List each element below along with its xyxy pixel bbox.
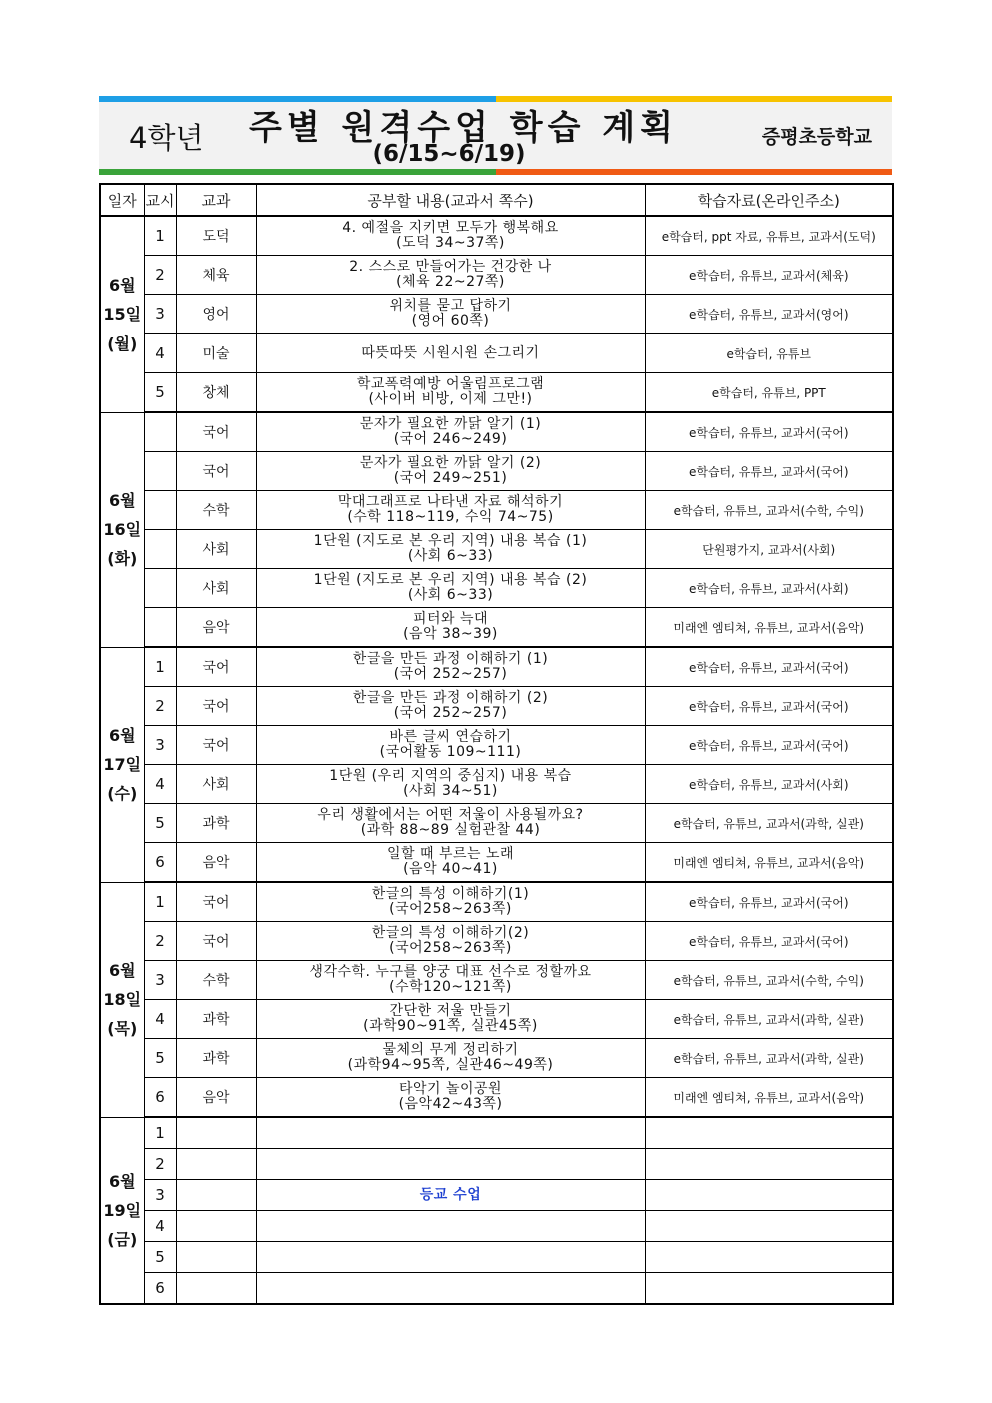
subject-cell: 영어 (176, 295, 256, 334)
table-row (100, 334, 893, 373)
table-row (100, 922, 893, 961)
period-cell: 3 (144, 726, 176, 765)
period-cell (144, 491, 176, 530)
resource-cell (645, 1242, 893, 1273)
header-period: 교시 (144, 184, 176, 216)
period-cell: 2 (144, 687, 176, 726)
period-cell: 3 (144, 295, 176, 334)
content-cell: 4. 예절을 지키면 모두가 행복해요 (도덕 34~37쪽) (256, 216, 645, 256)
content-cell: 막대그래프로 나타낸 자료 해석하기 (수학 118~119, 수익 74~75) (256, 491, 645, 530)
table-row (100, 1180, 893, 1211)
content-cell: 피터와 늑대 (음악 38~39) (256, 608, 645, 648)
content-cell: 바른 글씨 연습하기 (국어활동 109~111) (256, 726, 645, 765)
content-cell: 물체의 무게 정리하기 (과학94~95쪽, 실관46~49쪽) (256, 1039, 645, 1078)
subject-cell: 국어 (176, 882, 256, 922)
subject-cell: 미술 (176, 334, 256, 373)
table-row (100, 608, 893, 648)
period-cell: 6 (144, 843, 176, 883)
header-date: 일자 (100, 184, 144, 216)
table-row (100, 1149, 893, 1180)
content-cell: 학교폭력예방 어울림프로그램 (사이버 비방, 이제 그만!) (256, 373, 645, 413)
table-row (100, 569, 893, 608)
content-cell (256, 1149, 645, 1180)
resource-cell: e학습터, 유튜브, 교과서(국어) (645, 687, 893, 726)
period-cell (144, 452, 176, 491)
subject-cell: 국어 (176, 452, 256, 491)
resource-cell: 단원평가지, 교과서(사회) (645, 530, 893, 569)
subject-cell: 수학 (176, 961, 256, 1000)
content-cell: 2. 스스로 만들어가는 건강한 나 (체육 22~27쪽) (256, 256, 645, 295)
period-cell: 1 (144, 216, 176, 256)
content-cell: 간단한 저울 만들기 (과학90~91쪽, 실관45쪽) (256, 1000, 645, 1039)
subject-cell: 국어 (176, 647, 256, 687)
content-cell: 1단원 (우리 지역의 중심지) 내용 복습 (사회 34~51) (256, 765, 645, 804)
subject-cell: 도덕 (176, 216, 256, 256)
table-row (100, 843, 893, 883)
header-accent-bar (99, 169, 496, 175)
period-cell: 5 (144, 373, 176, 413)
period-cell: 4 (144, 1000, 176, 1039)
resource-cell: 미래엔 엠티쳐, 유튜브, 교과서(음악) (645, 1078, 893, 1118)
content-cell: 한글의 특성 이해하기(1) (국어258~263쪽) (256, 882, 645, 922)
period-cell (144, 412, 176, 452)
subject-cell (176, 1149, 256, 1180)
period-cell: 3 (144, 961, 176, 1000)
resource-cell: e학습터, 유튜브, 교과서(체육) (645, 256, 893, 295)
day-cell: 6월 17일 (수) (100, 647, 144, 882)
in-school-note: 등교 수업 (256, 1180, 645, 1211)
period-cell: 1 (144, 1117, 176, 1149)
content-cell: 생각수학. 누구를 양궁 대표 선수로 정할까요 (수학120~121쪽) (256, 961, 645, 1000)
day-cell: 6월 15일 (월) (100, 216, 144, 412)
resource-cell: e학습터, 유튜브, 교과서(수학, 수익) (645, 961, 893, 1000)
period-cell: 2 (144, 1149, 176, 1180)
table-row (100, 647, 893, 687)
table-row (100, 1273, 893, 1305)
content-cell: 우리 생활에서는 어떤 저울이 사용될까요? (과학 88~89 실험관찰 44) (256, 804, 645, 843)
content-cell (256, 1211, 645, 1242)
resource-cell: 미래엔 엠티쳐, 유튜브, 교과서(음악) (645, 608, 893, 648)
page-title: 주별 원격수업 학습 계획 (249, 108, 678, 148)
period-cell: 2 (144, 256, 176, 295)
content-cell: 문자가 필요한 까닭 알기 (1) (국어 246~249) (256, 412, 645, 452)
period-cell: 5 (144, 804, 176, 843)
content-cell: 한글을 만든 과정 이해하기 (2) (국어 252~257) (256, 687, 645, 726)
header-subject: 교과 (176, 184, 256, 216)
table-row (100, 882, 893, 922)
content-cell: 1단원 (지도로 본 우리 지역) 내용 복습 (1) (사회 6~33) (256, 530, 645, 569)
table-row (100, 412, 893, 452)
weekly-plan-table (99, 183, 894, 1305)
table-row (100, 530, 893, 569)
resource-cell: e학습터, 유튜브, 교과서(과학, 실관) (645, 804, 893, 843)
content-cell (256, 1273, 645, 1305)
date-range: (6/15~6/19) (372, 141, 526, 167)
table-row (100, 1117, 893, 1149)
content-cell: 한글의 특성 이해하기(2) (국어258~263쪽) (256, 922, 645, 961)
table-row (100, 452, 893, 491)
day-cell: 6월 16일 (화) (100, 412, 144, 647)
content-cell: 위치를 묻고 답하기 (영어 60쪽) (256, 295, 645, 334)
subject-cell: 수학 (176, 491, 256, 530)
resource-cell: e학습터, 유튜브, 교과서(국어) (645, 412, 893, 452)
subject-cell: 국어 (176, 922, 256, 961)
resource-cell (645, 1117, 893, 1149)
table-row (100, 687, 893, 726)
table-row (100, 1039, 893, 1078)
subject-cell: 사회 (176, 569, 256, 608)
header-resources: 학습자료(온라인주소) (645, 184, 893, 216)
resource-cell: e학습터, 유튜브, 교과서(국어) (645, 452, 893, 491)
table-row (100, 491, 893, 530)
content-cell (256, 1242, 645, 1273)
subject-cell: 체육 (176, 256, 256, 295)
subject-cell: 과학 (176, 1039, 256, 1078)
subject-cell: 과학 (176, 1000, 256, 1039)
table-row (100, 295, 893, 334)
day-cell: 6월 18일 (목) (100, 882, 144, 1117)
table-row (100, 373, 893, 413)
resource-cell: e학습터, ppt 자료, 유튜브, 교과서(도덕) (645, 216, 893, 256)
subject-cell: 사회 (176, 765, 256, 804)
period-cell: 2 (144, 922, 176, 961)
table-row (100, 1211, 893, 1242)
content-cell: 타악기 놀이공원 (음악42~43쪽) (256, 1078, 645, 1118)
subject-cell (176, 1242, 256, 1273)
table-row (100, 1078, 893, 1118)
resource-cell: e학습터, 유튜브, 교과서(과학, 실관) (645, 1000, 893, 1039)
table-row (100, 1242, 893, 1273)
subject-cell: 국어 (176, 687, 256, 726)
period-cell (144, 530, 176, 569)
table-row (100, 804, 893, 843)
subject-cell (176, 1117, 256, 1149)
subject-cell: 국어 (176, 726, 256, 765)
period-cell: 1 (144, 882, 176, 922)
content-cell: 따뜻따뜻 시원시원 손그리기 (256, 334, 645, 373)
table-row (100, 726, 893, 765)
resource-cell: e학습터, 유튜브, PPT (645, 373, 893, 413)
resource-cell: e학습터, 유튜브, 교과서(국어) (645, 922, 893, 961)
resource-cell: e학습터, 유튜브, 교과서(과학, 실관) (645, 1039, 893, 1078)
subject-cell: 음악 (176, 1078, 256, 1118)
subject-cell: 과학 (176, 804, 256, 843)
content-cell: 일할 때 부르는 노래 (음악 40~41) (256, 843, 645, 883)
resource-cell: e학습터, 유튜브, 교과서(사회) (645, 569, 893, 608)
subject-cell: 음악 (176, 843, 256, 883)
period-cell: 3 (144, 1180, 176, 1211)
table-row (100, 216, 893, 256)
period-cell: 5 (144, 1039, 176, 1078)
table-row (100, 765, 893, 804)
subject-cell (176, 1273, 256, 1305)
period-cell: 4 (144, 1211, 176, 1242)
subject-cell: 국어 (176, 412, 256, 452)
subject-cell (176, 1211, 256, 1242)
resource-cell (645, 1180, 893, 1211)
table-row (100, 961, 893, 1000)
table-row (100, 256, 893, 295)
period-cell: 1 (144, 647, 176, 687)
content-cell (256, 1117, 645, 1149)
school-name: 증평초등학교 (761, 126, 872, 148)
subject-cell: 창체 (176, 373, 256, 413)
resource-cell: e학습터, 유튜브, 교과서(국어) (645, 726, 893, 765)
period-cell (144, 569, 176, 608)
period-cell: 4 (144, 334, 176, 373)
subject-cell (176, 1180, 256, 1211)
resource-cell: e학습터, 유튜브, 교과서(수학, 수익) (645, 491, 893, 530)
resource-cell: e학습터, 유튜브, 교과서(국어) (645, 882, 893, 922)
day-cell: 6월 19일 (금) (100, 1117, 144, 1304)
resource-cell: e학습터, 유튜브, 교과서(국어) (645, 647, 893, 687)
resource-cell (645, 1211, 893, 1242)
period-cell: 6 (144, 1078, 176, 1118)
period-cell: 5 (144, 1242, 176, 1273)
subject-cell: 사회 (176, 530, 256, 569)
resource-cell: e학습터, 유튜브, 교과서(사회) (645, 765, 893, 804)
content-cell: 1단원 (지도로 본 우리 지역) 내용 복습 (2) (사회 6~33) (256, 569, 645, 608)
subject-cell: 음악 (176, 608, 256, 648)
grade-label: 4학년 (129, 121, 204, 155)
table-header-row (100, 184, 893, 216)
resource-cell: 미래엔 엠티쳐, 유튜브, 교과서(음악) (645, 843, 893, 883)
header-content: 공부할 내용(교과서 쪽수) (256, 184, 645, 216)
content-cell: 한글을 만든 과정 이해하기 (1) (국어 252~257) (256, 647, 645, 687)
resource-cell: e학습터, 유튜브 (645, 334, 893, 373)
period-cell: 4 (144, 765, 176, 804)
header-accent-bar (496, 169, 892, 175)
content-cell: 문자가 필요한 까닭 알기 (2) (국어 249~251) (256, 452, 645, 491)
resource-cell (645, 1149, 893, 1180)
period-cell: 6 (144, 1273, 176, 1305)
table-row (100, 1000, 893, 1039)
document-header (99, 96, 892, 175)
resource-cell: e학습터, 유튜브, 교과서(영어) (645, 295, 893, 334)
period-cell (144, 608, 176, 648)
resource-cell (645, 1273, 893, 1305)
